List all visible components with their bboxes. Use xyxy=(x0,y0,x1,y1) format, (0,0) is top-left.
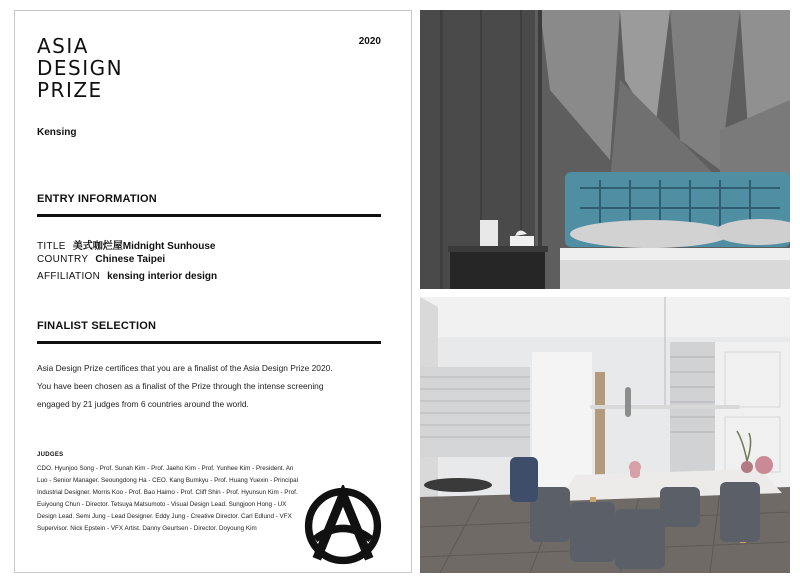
finalist-statement: Asia Design Prize certifices that you are a finalist of the Asia Design Prize 2020. You have been chosen as a finalist of the Prize through the intense screening engaged by 21 judges from 6 countries around the world. xyxy=(37,363,333,409)
dining-room-photo xyxy=(420,297,790,573)
asia-design-prize-logo xyxy=(37,35,123,101)
finalist-divider xyxy=(37,341,381,344)
logo-line-design: DESIGN xyxy=(37,56,124,80)
field-title-key: TITLE xyxy=(37,241,66,252)
field-country xyxy=(37,254,165,265)
field-affiliation-key: AFFILIATION xyxy=(37,271,101,282)
field-country-value: Chinese Taipei xyxy=(95,254,166,265)
field-title-value: 美式咖烂屋Midnight Sunhouse xyxy=(72,241,216,252)
judges-list: CDO. Hyunjoo Song - Prof. Sunah Kim - Prof. Jaeho Kim - Prof. Yunhee Kim - President. An Luo - Senior Manager. Seoungdong Ha - CEO. Kang Bumkyu - Prof. Huang Yuexin - Principal Industrial Designer. Morris Koo - Prof. Bao Haimo - Prof. Cliff Shin - Prof. Hyunsun Kim - Prof. Euiyoung Chun - Director. Tetsuya Matsumoto - Visual Design Lead. Sungjoon Hong - UX Design Lead. Semi Jung - Lead Designer. Eddy Jung - Creative Director. Carl Edlund - VFX Supervisor. Nick Epstein - VFX Artist. Danny Geurtsen - Director. Doyoung Kim xyxy=(37,465,299,533)
year-label: 2020 xyxy=(358,36,381,47)
certificate-panel xyxy=(14,10,412,573)
bedroom-photo xyxy=(420,10,790,289)
logo-line-asia: ASIA xyxy=(37,34,89,58)
entry-divider xyxy=(37,214,381,217)
finalist-selection-heading: FINALIST SELECTION xyxy=(37,320,157,332)
asia-design-prize-emblem-icon xyxy=(302,485,384,567)
judges-heading: JUDGES xyxy=(37,452,64,458)
entry-information-heading: ENTRY INFORMATION xyxy=(37,193,157,205)
firm-name: Kensing xyxy=(37,127,77,138)
logo-line-prize: PRIZE xyxy=(37,78,103,102)
field-affiliation-value: kensing interior design xyxy=(107,271,218,282)
field-title xyxy=(37,237,216,252)
field-country-key: COUNTRY xyxy=(37,254,89,265)
field-affiliation xyxy=(37,271,217,282)
